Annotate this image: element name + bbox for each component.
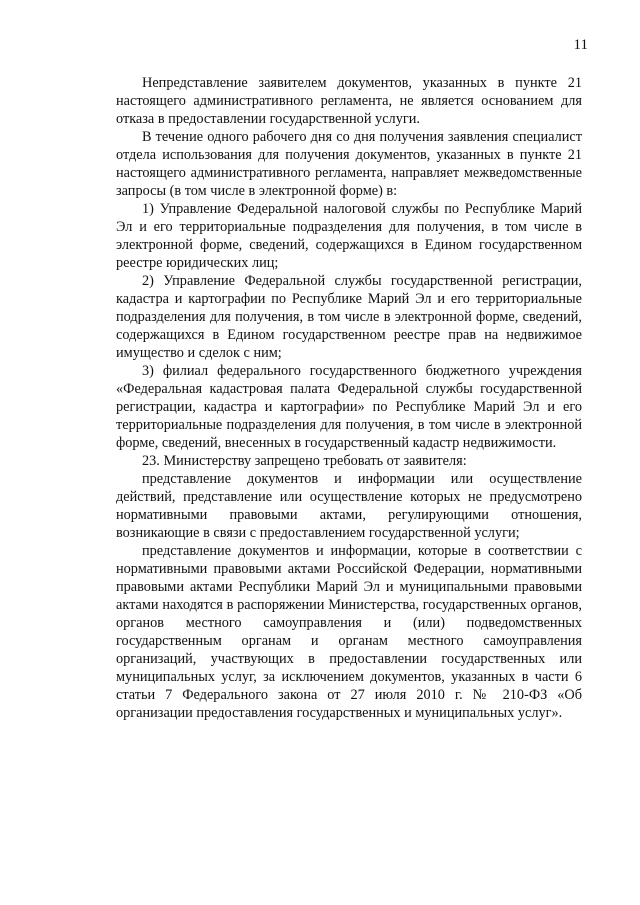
paragraph-interagency-requests: В течение одного рабочего дня со дня получения заявления специалист отдела использования для получения документов, указанных в пункте 21 настоящего административного регламента, направляет межведомственные запросы (в том числе в электронной форме) в:	[116, 129, 582, 199]
list-item-registration-service: 2) Управление Федеральной службы государственной регистрации, кадастра и картографии по Республике Марий Эл и его территориальные подразделения для получения, в том числе в электронной форме, сведений, содержащихся в Едином государственном реестре прав на недвижимое имущество и сделок с ним;	[116, 273, 582, 361]
document-body	[116, 74, 582, 722]
paragraph-prohibition-documents: представление документов и информации, которые в соответствии с нормативными правовыми актами Российской Федерации, нормативными правовыми актами Республики Марий Эл и муниципальными правовыми актами находятся в распоряжении Министерства, государственных органов, органов местного самоуправления и (или) подведомственных государственным органам и органам местного самоуправления организаций, участвующих в предоставлении государственных или муниципальных услуг, за исключением документов, указанных в части 6 статьи 7 Федерального закона от 27 июля 2010 г. № 210-ФЗ «Об организации предоставления государственных и муниципальных услуг».	[116, 543, 582, 721]
paragraph-non-submission: Непредставление заявителем документов, указанных в пункте 21 настоящего административного регламента, не является основанием для отказа в предоставлении государственной услуги.	[116, 75, 582, 127]
paragraph-prohibition-actions: представление документов и информации или осуществление действий, представление или осуществление которых не предусмотрено нормативными правовыми актами, регулирующими отношения, возникающие в связи с предоставлением государственной услуги;	[116, 471, 582, 541]
paragraph-point-23: 23. Министерству запрещено требовать от заявителя:	[142, 453, 467, 469]
page-number: 11	[573, 37, 588, 53]
list-item-tax-service: 1) Управление Федеральной налоговой службы по Республике Марий Эл и его территориальные подразделения для получения, в том числе в электронной форме, сведений, содержащихся в Едином государственном реестре юридических лиц;	[116, 201, 582, 271]
list-item-cadastral-chamber: 3) филиал федерального государственного бюджетного учреждения «Федеральная кадастровая палата Федеральной службы государственной регистрации, кадастра и картографии» по Республике Марий Эл и его территориальные подразделения для получения, в том числе в электронной форме, сведений, внесенных в государственный кадастр недвижимости.	[116, 363, 582, 451]
